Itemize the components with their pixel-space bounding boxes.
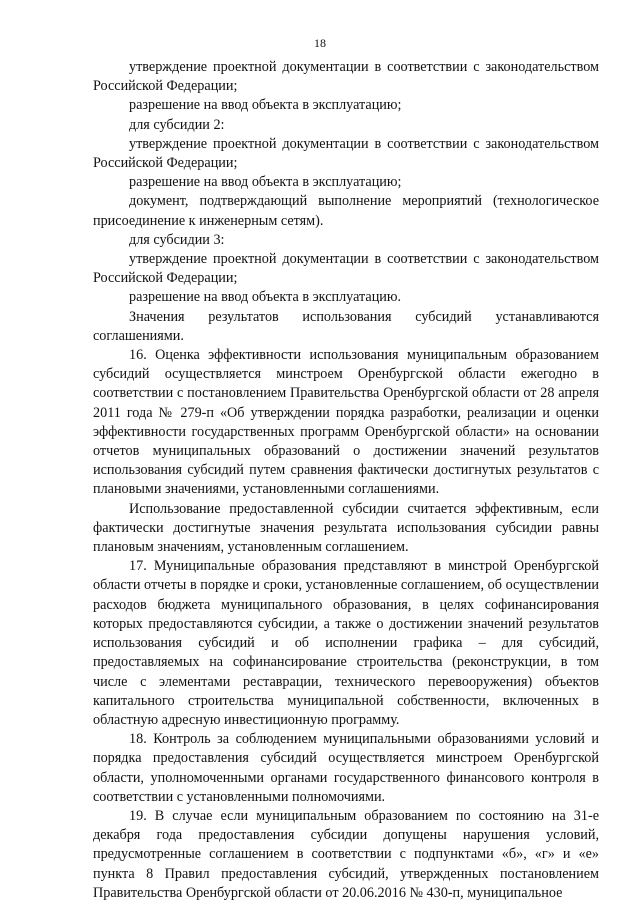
paragraph: 19. В случае если муниципальным образованием по состоянию на 31-е декабря года предоставления субсидии допущены нарушения условий, предусмотренные соглашением в соответствии с подпунктами «б», «г» и «е» пункта 8 Правил предоставления субсидий, утвержденных постановлением Правительства Оренбургской области от 20.06.2016 № 430-п, муниципальное [93,807,599,901]
paragraph: 18. Контроль за соблюдением муниципальными образованиями условий и порядка предоставления субсидий осуществляется минстроем Оренбургской области, уполномоченными органами государственного финансового контроля в соответствии с установленными полномочиями. [93,731,599,805]
paragraph: разрешение на ввод объекта в эксплуатацию; [129,174,402,191]
page-number: 18 [314,36,326,50]
paragraph: 16. Оценка эффективности использования муниципальным образованием субсидий осуществляется минстроем Оренбургской области ежегодно в соответствии с постановлением Правительства Оренбургской области от 28 апреля 2011 года № 279-п «Об утверждении порядка разработки, реализации и оценки эффективности государственных программ Оренбургской области» на основании отчетов муниципальных образований о достижении значений результатов использования субсидий путем сравнения фактически достигнутых результатов с плановыми значениями, установленными соглашениями. [93,347,599,498]
paragraph: Значения результатов использования субсидий устанавливаются соглашениями. [93,308,599,344]
paragraph: 17. Муниципальные образования представляют в минстрой Оренбургской области отчеты в порядке и сроки, установленные соглашением, об осуществлении расходов бюджета муниципального образования, в целях софинансирования которых предоставляются субсидии, а также о достижении значений результатов использования субсидий и об исполнении графика – для субсидий, предоставляемых на софинансирование строительства (реконструкции, в том числе с элементами реставрации, технического перевооружения) объектов капитального строительства муниципальной собственности, включенных в областную адресную инвестиционную программу. [93,558,599,728]
paragraph: утверждение проектной документации в соответствии с законодательством Российской Федерации; [93,59,599,95]
paragraph: разрешение на ввод объекта в эксплуатацию; [129,97,402,114]
paragraph: Использование предоставленной субсидии считается эффективным, если фактически достигнутые значения результата использования субсидии равны плановым значениям, установленным соглашением. [93,500,599,556]
document-body [93,58,599,903]
paragraph: документ, подтверждающий выполнение мероприятий (технологическое присоединение к инженерным сетям). [93,193,599,229]
paragraph: утверждение проектной документации в соответствии с законодательством Российской Федерации; [93,251,599,287]
paragraph: разрешение на ввод объекта в эксплуатацию. [129,289,402,306]
paragraph: для субсидии 3: [129,231,225,248]
paragraph: утверждение проектной документации в соответствии с законодательством Российской Федерации; [93,135,599,172]
paragraph: для субсидии 2: [129,116,225,133]
